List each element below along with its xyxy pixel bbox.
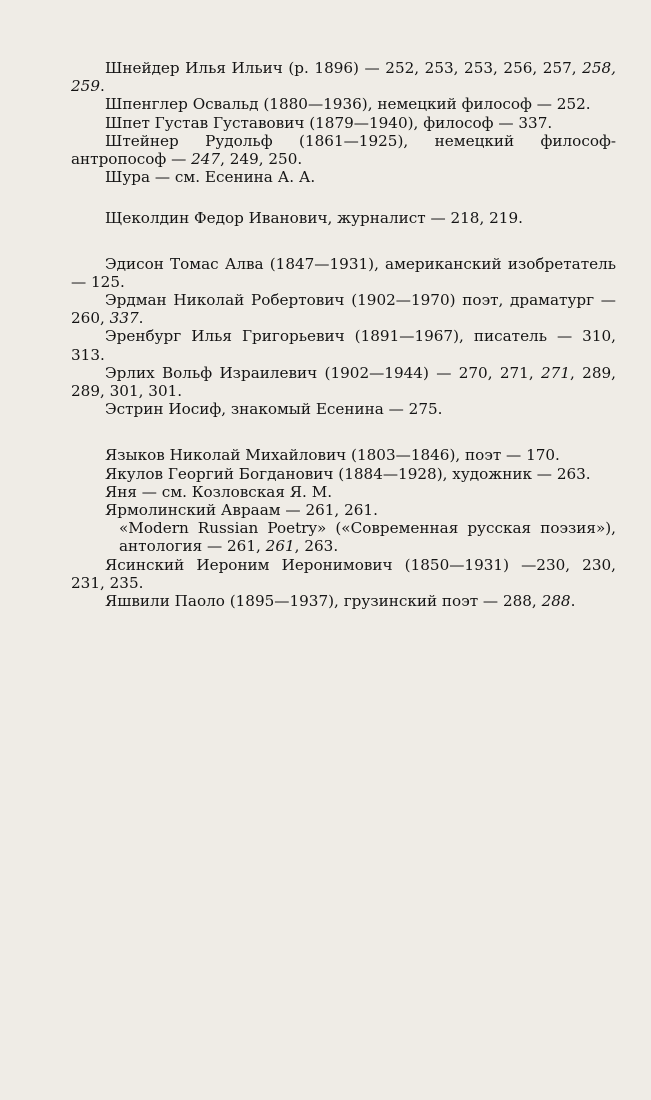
entry-text-tail: . xyxy=(570,592,576,611)
index-letter-group xyxy=(71,59,616,186)
index-entry xyxy=(71,132,616,168)
entry-text: Эренбург Илья Григорьевич (1891—1967), писатель — 310, 313. xyxy=(71,327,616,364)
entry-text: Щеколдин Федор Иванович, журналист — 218, 219. xyxy=(105,209,523,228)
entry-text: Эрдман Николай Робертович (1902—1970) поэт, драматург — 260, xyxy=(71,291,616,328)
italic-page-ref: 337 xyxy=(109,309,139,328)
index-entry xyxy=(71,114,616,132)
entry-text-tail: . xyxy=(138,309,144,328)
index-letter-group xyxy=(71,209,616,227)
entry-text-tail: , 263. xyxy=(294,537,339,556)
entry-text: Шпенглер Освальд (1880—1936), немецкий философ — 252. xyxy=(105,95,591,114)
index-entry xyxy=(71,209,616,227)
name-index xyxy=(71,59,616,639)
italic-page-ref: 261 xyxy=(265,537,295,556)
entry-text: Эстрин Иосиф, знакомый Есенина — 275. xyxy=(105,400,443,419)
index-entry xyxy=(71,168,616,186)
italic-page-ref: 288 xyxy=(541,592,571,611)
entry-text: Яня — см. Козловская Я. М. xyxy=(105,482,333,501)
entry-text: Ярмолинский Авраам — 261, 261. xyxy=(105,501,378,520)
entry-text: Ясинский Иероним Иеронимович (1850—1931) —230, 230, 231, 235. xyxy=(71,555,616,592)
entry-text: Шпет Густав Густавович (1879—1940), философ — 337. xyxy=(105,113,553,132)
entry-text: Штейнер Рудольф (1861—1925), немецкий философ-антропософ — xyxy=(71,131,616,169)
index-entry xyxy=(71,95,616,113)
entry-text-tail: . xyxy=(100,77,105,96)
entry-text-tail: , 249, 250. xyxy=(220,150,303,169)
index-letter-group xyxy=(71,255,616,419)
entry-text: Якулов Георгий Богданович (1884—1928), художник — 263. xyxy=(105,464,591,483)
entry-text: Шнейдер Илья Ильич (р. 1896) — 252, 253, 253, 256, 257, xyxy=(105,59,583,77)
index-entry xyxy=(71,59,616,95)
entry-text: Шура — см. Есенина А. А. xyxy=(105,168,316,187)
index-entry xyxy=(71,592,616,610)
index-letter-group xyxy=(71,446,616,610)
italic-page-ref: 258, 259 xyxy=(71,59,616,96)
index-entry xyxy=(71,483,616,501)
index-entry xyxy=(71,255,616,291)
index-subentry xyxy=(71,519,616,555)
italic-page-ref: 247 xyxy=(191,150,221,169)
index-entry xyxy=(71,327,616,363)
index-entry xyxy=(71,501,616,519)
index-entry xyxy=(71,400,616,418)
entry-text: «Modern Russian Poetry» («Современная русская поэзия»), антология — 261, xyxy=(119,519,616,556)
italic-page-ref: 271 xyxy=(541,363,571,382)
index-entry xyxy=(71,556,616,592)
entry-text: Яшвили Паоло (1895—1937), грузинский поэт — 288, xyxy=(105,592,542,611)
entry-text: Эдисон Томас Алва (1847—1931), американский изобретатель — 125. xyxy=(71,254,616,291)
index-entry xyxy=(71,364,616,400)
entry-text-tail: , 289, 289, 301, 301. xyxy=(71,363,616,401)
entry-text: Эрлих Вольф Израилевич (1902—1944) — 270, 271, xyxy=(105,363,542,382)
index-entry xyxy=(71,446,616,464)
index-entry xyxy=(71,465,616,483)
index-entry xyxy=(71,291,616,327)
entry-text: Языков Николай Михайлович (1803—1846), поэт — 170. xyxy=(105,446,560,465)
